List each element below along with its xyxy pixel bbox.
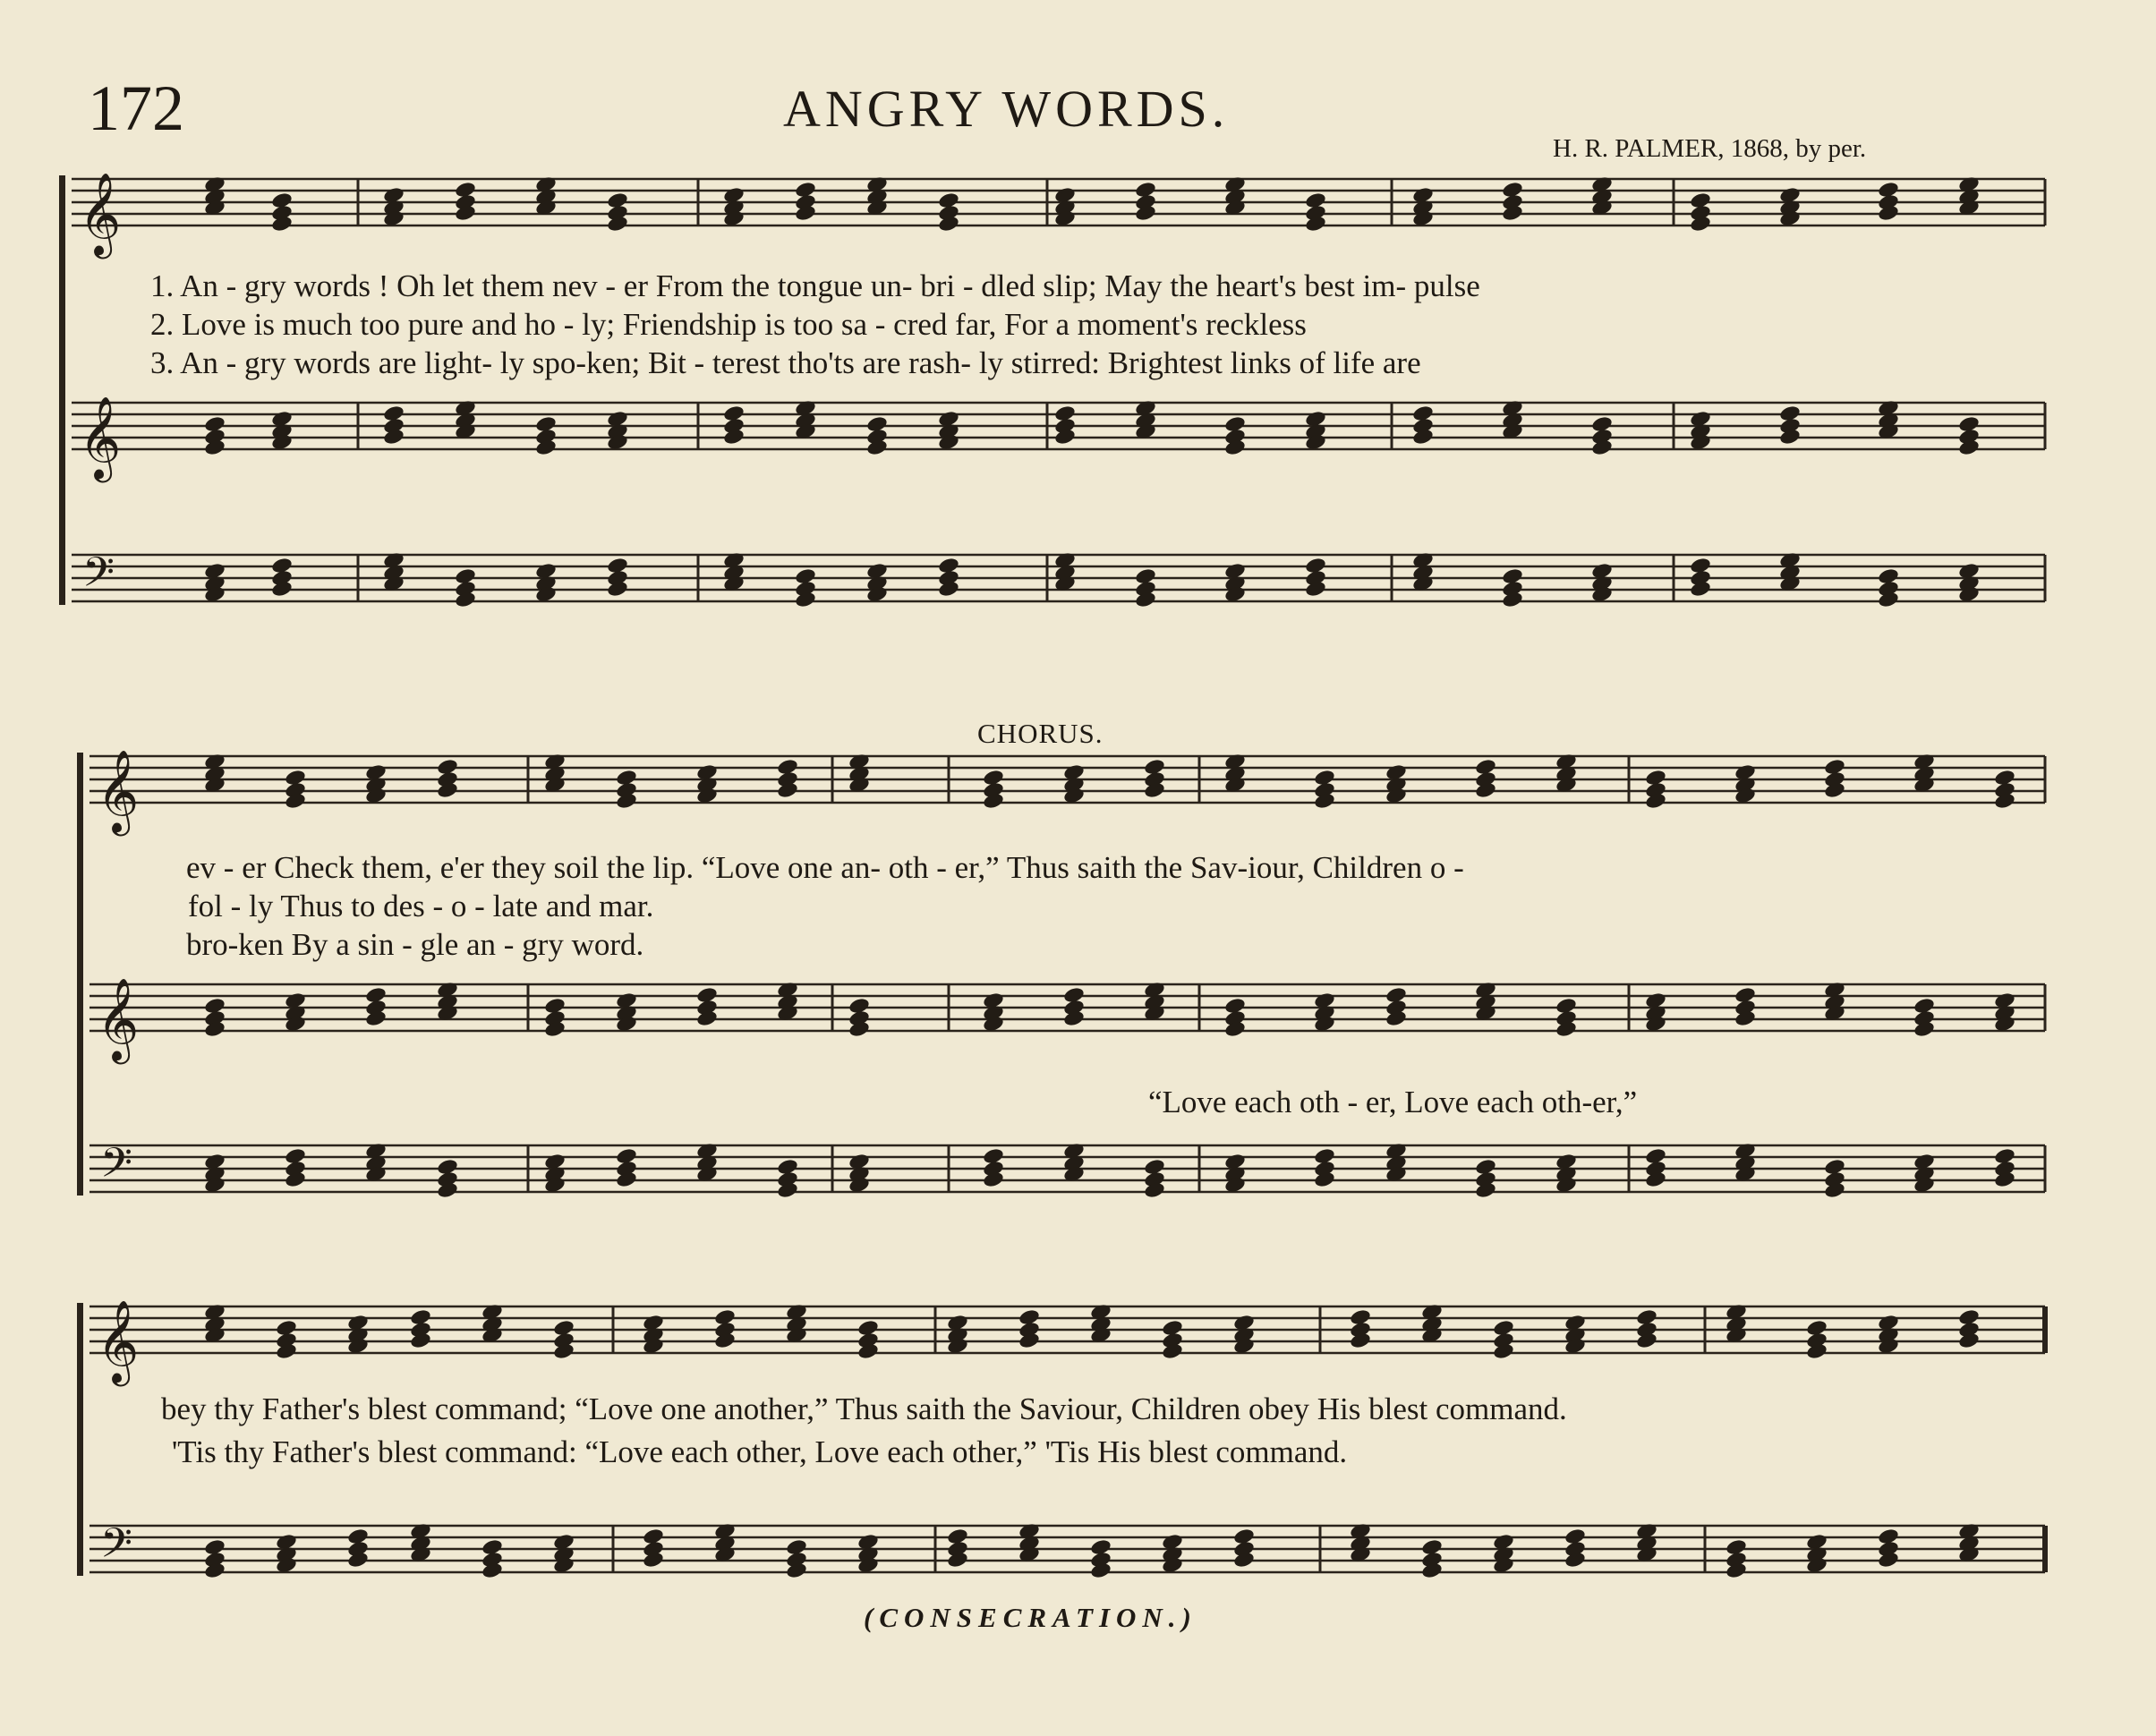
treble-clef: 𝄞: [97, 749, 140, 832]
bass-clef: 𝄢: [100, 1139, 133, 1197]
verse-2-line-1: 2. Love is much too pure and ho - ly; Friendship is too sa - cred far, For a moment's reckless: [150, 307, 1307, 342]
composer-credit: H. R. PALMER, 1868, by per.: [1553, 134, 1867, 163]
system-brace: [59, 175, 65, 605]
system-brace: [77, 1303, 83, 1576]
page-number: 172: [88, 72, 184, 144]
treble-clef: 𝄞: [79, 396, 122, 479]
chorus-line-2: 'Tis thy Father's blest command: “Love each other, Love each other,” 'Tis His blest command.: [172, 1434, 1348, 1469]
chorus-line-1: bey thy Father's blest command; “Love one another,” Thus saith the Saviour, Children obey His blest command.: [161, 1391, 1567, 1426]
verse-1-line-1: 1. An - gry words ! Oh let them nev - er From the tongue un- bri - dled slip; May the heart's best im- pulse: [150, 268, 1480, 303]
verse-1-line-2: ev - er Check them, e'er they soil the lip. “Love one an- oth - er,” Thus saith the Sav-iour, Children o -: [186, 850, 1464, 885]
treble-clef: 𝄞: [97, 1299, 140, 1383]
bass-clef: 𝄢: [82, 549, 115, 607]
verse-2-line-2: fol - ly Thus to des - o - late and mar.: [188, 889, 654, 923]
bass-clef: 𝄢: [100, 1519, 133, 1578]
treble-clef: 𝄞: [79, 172, 122, 255]
chorus-label: CHORUS.: [977, 718, 1104, 749]
hymn-title: ANGRY WORDS.: [783, 80, 1230, 138]
chorus-alto-lyric: “Love each oth - er, Love each oth-er,”: [1148, 1085, 1638, 1119]
verse-3-line-2: bro-ken By a sin - gle an - gry word.: [186, 927, 644, 962]
verse-3-line-1: 3. An - gry words are light- ly spo-ken; Bit - terest tho'ts are rash- ly stirred: Brightest links of life are: [150, 345, 1421, 380]
system-brace: [77, 753, 83, 1196]
tune-source: (CONSECRATION.): [864, 1602, 1197, 1633]
treble-clef: 𝄞: [97, 977, 140, 1060]
